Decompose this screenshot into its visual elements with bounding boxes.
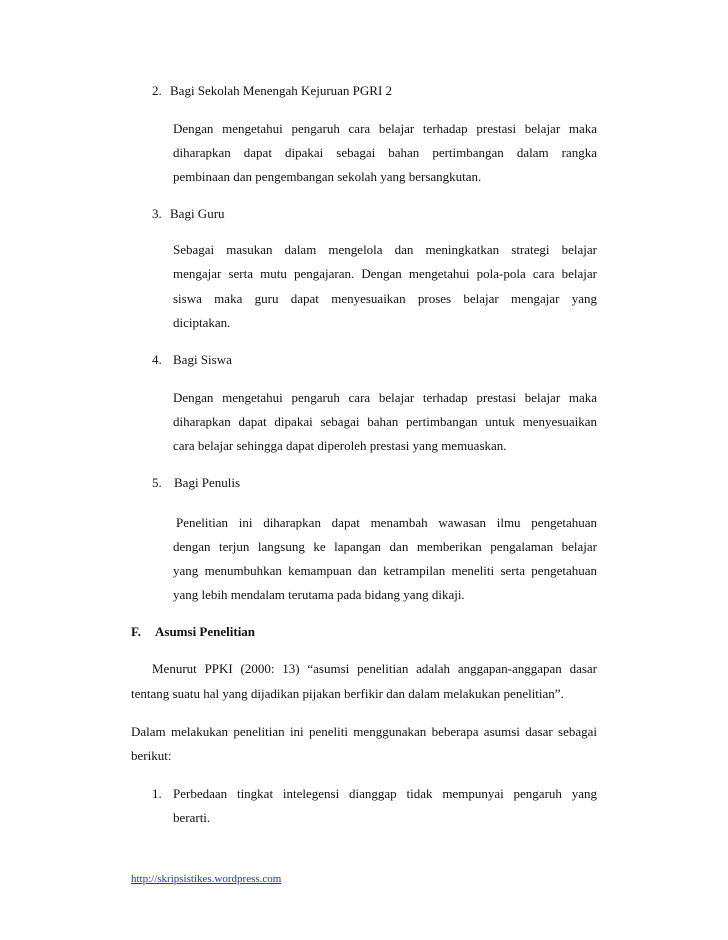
item-5-line-1: Penelitian ini diharapkan dapat menambah wawasan ilmu pengetahuan bbox=[176, 515, 597, 530]
item-3-line-3: siswa maka guru dapat menyesuaikan proses belajar mengajar yang bbox=[173, 291, 597, 306]
item-3-line-1: Sebagai masukan dalam mengelola dan meningkatkan strategi belajar bbox=[173, 242, 597, 257]
item-5-line-2: dengan terjun langsung ke lapangan dan memberikan pengalaman belajar bbox=[173, 539, 597, 554]
section-f-para2-line-1: Dalam melakukan penelitian ini peneliti menggunakan beberapa asumsi dasar sebagai bbox=[131, 724, 597, 739]
footer-link[interactable]: http://skripsistikes.wordpress.com bbox=[131, 873, 282, 885]
item-4-title: Bagi Siswa bbox=[173, 352, 232, 367]
item-4-number: 4. bbox=[152, 352, 162, 367]
item-4-line-1: Dengan mengetahui pengaruh cara belajar terhadap prestasi belajar maka bbox=[173, 390, 597, 405]
assumption-1-line-1: Perbedaan tingkat intelegensi dianggap tidak mempunyai pengaruh yang bbox=[173, 786, 597, 801]
item-3-number: 3. bbox=[152, 206, 162, 221]
item-5-line-3: yang menumbuhkan kemampuan dan ketrampilan meneliti serta pengetahuan bbox=[173, 563, 597, 578]
item-3-title: Bagi Guru bbox=[170, 206, 225, 221]
item-5-line-4: yang lebih mendalam terutama pada bidang yang dikaji. bbox=[173, 587, 465, 602]
item-4-line-2: diharapkan dapat dipakai sebagai bahan pertimbangan untuk menyesuaikan bbox=[173, 414, 597, 429]
item-2-line-1: Dengan mengetahui pengaruh cara belajar terhadap prestasi belajar maka bbox=[173, 121, 597, 136]
item-3-line-2: mengajar serta mutu pengajaran. Dengan mengetahui pola-pola cara belajar bbox=[173, 266, 597, 281]
item-5-title: Bagi Penulis bbox=[174, 475, 241, 490]
item-2-line-2: diharapkan dapat dipakai sebagai bahan pertimbangan dalam rangka bbox=[173, 145, 597, 160]
item-3-line-4: diciptakan. bbox=[173, 315, 231, 330]
item-2-number: 2. bbox=[152, 83, 162, 98]
item-2-title: Bagi Sekolah Menengah Kejuruan PGRI 2 bbox=[170, 83, 393, 98]
section-f-label: F. bbox=[131, 624, 141, 639]
section-f-para1-line-1: Menurut PPKI (2000: 13) “asumsi penelitian adalah anggapan-anggapan dasar bbox=[152, 661, 597, 676]
section-f-para2-line-2: berikut: bbox=[131, 748, 172, 763]
item-4-line-3: cara belajar sehingga dapat diperoleh prestasi yang memuaskan. bbox=[173, 438, 507, 453]
item-5-number: 5. bbox=[152, 475, 162, 490]
assumption-1-line-2: berarti. bbox=[173, 810, 211, 825]
section-f-para1-line-2: tentang suatu hal yang dijadikan pijakan berfikir dan dalam melakukan penelitian”. bbox=[131, 686, 564, 701]
section-f-title: Asumsi Penelitian bbox=[155, 624, 256, 639]
item-2-line-3: pembinaan dan pengembangan sekolah yang bersangkutan. bbox=[173, 169, 482, 184]
assumption-1-number: 1. bbox=[152, 786, 162, 801]
